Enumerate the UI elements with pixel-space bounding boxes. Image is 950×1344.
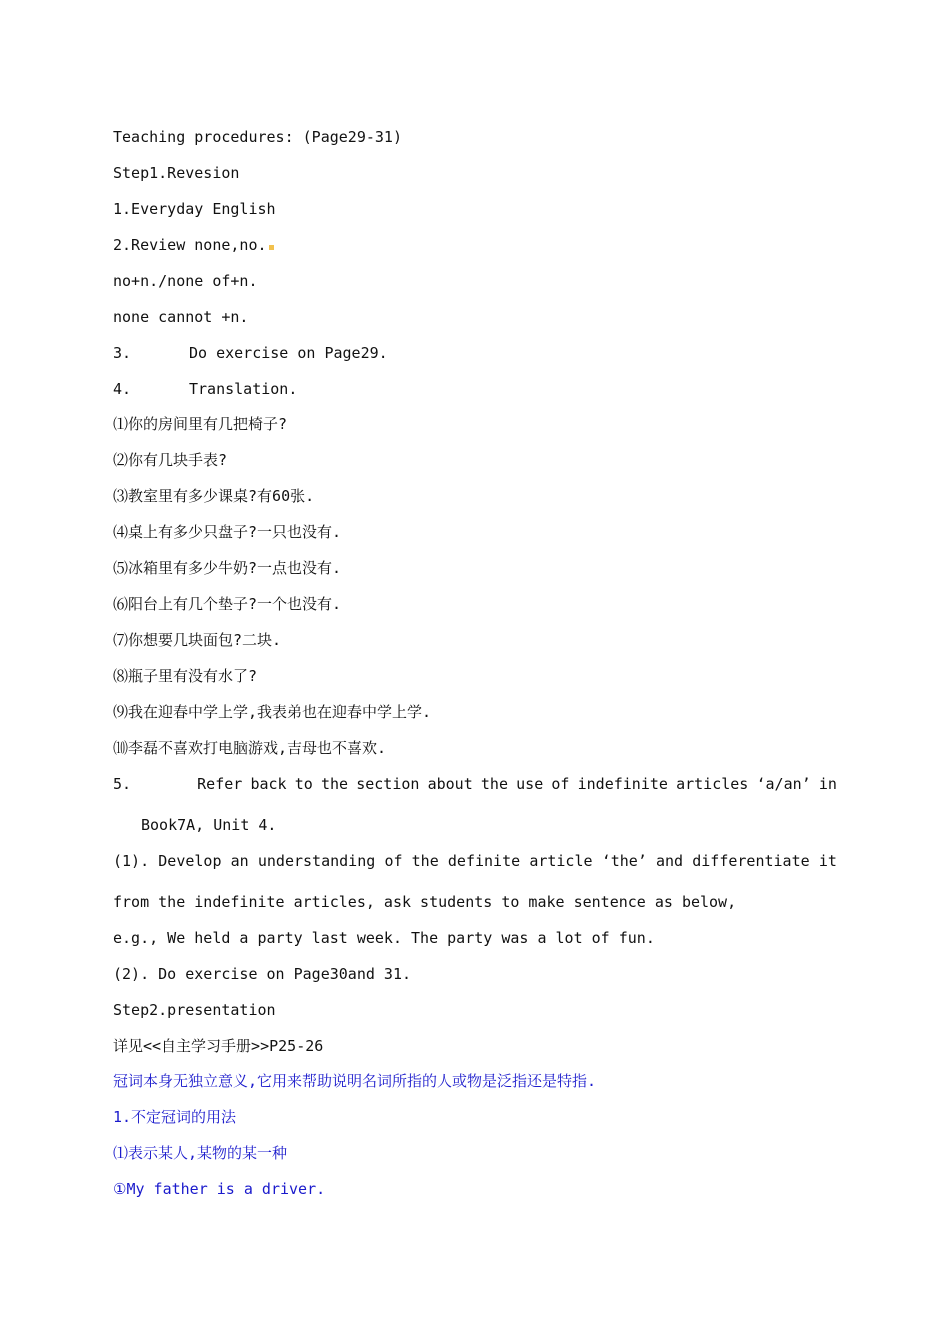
rule-2: none cannot +n.: [113, 308, 249, 326]
example-sentence: e.g., We held a party last week. The party was a lot of fun.: [113, 929, 655, 947]
step2-title: Step2.presentation: [113, 1001, 276, 1019]
sub-item-1-word: an: [230, 852, 249, 870]
item-5-word: in: [818, 775, 837, 793]
translation-6: ⑹阳台上有几个垫子?一个也没有.: [113, 595, 342, 613]
sub-item-1-word: differentiate: [692, 852, 810, 870]
item-5-word: articles: [676, 775, 749, 793]
item-5-continued: Book7A, Unit 4.: [141, 816, 277, 834]
sub-item-1-word: ‘the’: [601, 852, 647, 870]
translation-8: ⑻瓶子里有没有水了?: [113, 667, 258, 685]
item-5-word: Refer: [197, 775, 243, 793]
translation-7: ⑺你想要几块面包?二块.: [113, 631, 282, 649]
item-5-word: use: [516, 775, 544, 793]
item-5-word: about: [427, 775, 473, 793]
translation-5: ⑸冰箱里有多少牛奶?一点也没有.: [113, 559, 342, 577]
item-2: [113, 235, 274, 255]
article-intro: 冠词本身无独立意义,它用来帮助说明名词所指的人或物是泛指还是特指.: [113, 1072, 597, 1090]
sub-item-1-word: (1).: [113, 852, 150, 870]
item-5-word: 5.: [113, 775, 132, 793]
heading: Teaching procedures: (Page29-31): [113, 128, 402, 146]
sub-item-1-word: of: [384, 852, 403, 870]
item-4-text: Translation.: [189, 380, 298, 398]
item-5-word: ‘a/an’: [756, 775, 811, 793]
item-2-text: 2.Review none,no.: [113, 236, 267, 254]
sub-item-1-continued: from the indefinite articles, ask students to make sentence as below,: [113, 893, 737, 911]
item-1: 1.Everyday English: [113, 200, 276, 218]
item-5-word: of: [551, 775, 570, 793]
indefinite-article-example: ①My father is a driver.: [113, 1180, 326, 1198]
translation-9: ⑼我在迎春中学上学,我表弟也在迎春中学上学.: [113, 703, 432, 721]
sub-item-1: [113, 851, 837, 871]
item-4-number: 4.: [113, 380, 132, 398]
rule-1: no+n./none of+n.: [113, 272, 258, 290]
sub-item-1-word: definite: [447, 852, 521, 870]
item-5-word: to: [294, 775, 313, 793]
translation-2: ⑵你有几块手表?: [113, 451, 228, 469]
item-3-number: 3.: [113, 344, 132, 362]
translation-1: ⑴你的房间里有几把椅子?: [113, 415, 288, 433]
sub-item-1-word: and: [656, 852, 684, 870]
translation-3: ⑶教室里有多少课桌?有60张.: [113, 487, 315, 505]
item-5-word: the: [480, 775, 508, 793]
item-5-word: indefinite: [577, 775, 668, 793]
sub-item-1-word: understanding: [257, 852, 376, 870]
item-3-text: Do exercise on Page29.: [189, 344, 388, 362]
item-4: [113, 379, 297, 399]
sub-item-2: (2). Do exercise on Page30and 31.: [113, 965, 412, 983]
indefinite-article-subheading: ⑴表示某人,某物的某一种: [113, 1144, 288, 1162]
item-3: [113, 343, 388, 363]
translation-10: ⑽李磊不喜欢打电脑游戏,吉母也不喜欢.: [113, 739, 387, 757]
item-5-word: section: [356, 775, 420, 793]
indefinite-article-heading: 1.不定冠词的用法: [113, 1108, 237, 1126]
translation-4: ⑷桌上有多少只盘子?一只也没有.: [113, 523, 342, 541]
sub-item-1-word: Develop: [158, 852, 222, 870]
item-5-word: back: [250, 775, 287, 793]
step1-title: Step1.Revesion: [113, 164, 240, 182]
sub-item-1-word: it: [818, 852, 837, 870]
reference-note: 详见<<自主学习手册>>P25-26: [113, 1037, 324, 1055]
highlight-marker: [269, 245, 274, 250]
item-5: [113, 774, 837, 794]
sub-item-1-word: article: [529, 852, 593, 870]
item-5-word: the: [320, 775, 349, 793]
sub-item-1-word: the: [411, 852, 439, 870]
